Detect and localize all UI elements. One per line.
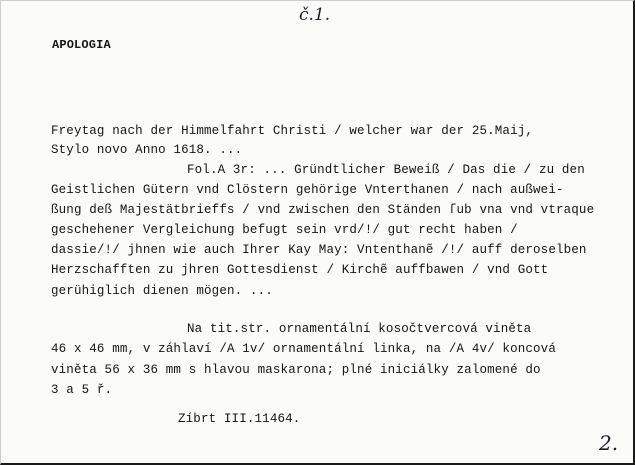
page-number: 2.: [599, 431, 619, 455]
card-heading: APOLOGIA: [52, 38, 111, 52]
entry-line-3: Fol.A 3r: ... Gründtlicher Beweiß / Das die / zu den: [187, 163, 585, 177]
entry-line-8: Herzschafften zu jhren Gottesdienst / Kirchẽ auffbawen / vnd Gott: [51, 263, 549, 277]
entry-line-1: Freytag nach der Himmelfahrt Christi / welcher war der 25.Maij,: [51, 124, 534, 138]
note-line-2: 46 x 46 mm, v záhlaví /A 1v/ ornamentální linka, na /A 4v/ koncová: [51, 342, 556, 356]
bibliographic-reference: Zíbrt III.11464.: [178, 412, 301, 426]
note-line-3: viněta 56 x 36 mm s hlavou maskarona; plné iniciálky zalomené do: [51, 363, 541, 377]
entry-line-9: gerühiglich dienen mögen. ...: [51, 284, 273, 298]
entry-line-4: Geistlichen Gütern vnd Clöstern gehörige Vnterthanen / nach außwei-: [51, 183, 564, 197]
note-line-4: 3 a 5 ř.: [51, 383, 113, 397]
entry-line-2: Stylo novo Anno 1618. ...: [51, 143, 243, 157]
entry-line-6: geschehener Vergleichung befugt sein vrd/!/ gut recht haben /: [51, 223, 518, 237]
entry-line-5: ßung deß Majestätbrieffs / vnd zwischen den Ständen ſub vna vnd vtraque: [51, 203, 595, 217]
entry-line-7: dassie/!/ jhnen wie auch Ihrer Kay May: Vntenthanẽ /!/ auff deroselben: [51, 243, 587, 257]
call-mark: č.1.: [299, 5, 331, 25]
note-line-1: Na tit.str. ornamentální kosočtvercová viněta: [187, 322, 532, 336]
